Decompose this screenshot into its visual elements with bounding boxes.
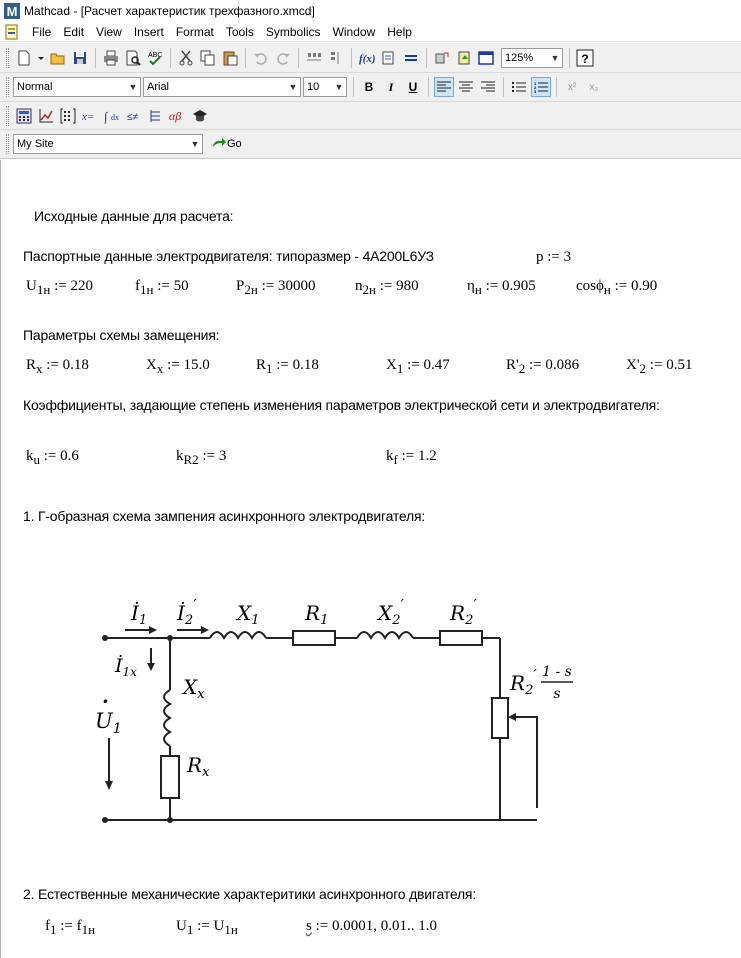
align-left-icon[interactable] xyxy=(434,77,454,97)
section2-heading: 2. Естественные механические характеритики асинхронного двигателя: xyxy=(23,886,477,902)
menu-insert[interactable]: Insert xyxy=(133,24,164,39)
toolbar-grip[interactable] xyxy=(6,77,9,97)
print-icon[interactable] xyxy=(101,48,121,68)
chevron-down-icon: ▼ xyxy=(550,52,560,63)
resources-icon[interactable] xyxy=(454,48,474,68)
site-select[interactable] xyxy=(13,134,203,154)
math-r1[interactable]: $R_1$ := 0.18 xyxy=(256,357,319,376)
terminal-top xyxy=(102,635,108,641)
redo-icon[interactable] xyxy=(273,48,293,68)
title-bar xyxy=(0,0,741,22)
svg-text:αβ: αβ xyxy=(169,108,182,123)
math-s-range[interactable]: s := 0.0001, 0.01.. 1.0 xyxy=(306,918,437,934)
menu-tools[interactable]: Tools xyxy=(225,24,254,39)
font-value: Arial xyxy=(147,81,170,93)
toolbar-separator xyxy=(503,77,504,97)
greek-palette-icon[interactable] xyxy=(168,106,188,126)
toolbar-separator xyxy=(569,48,570,68)
math-p2n[interactable]: $P_{2н}$ := 30000 xyxy=(236,278,316,297)
toolbar-grip[interactable] xyxy=(6,48,9,68)
menu-symbolics[interactable]: Symbolics xyxy=(265,24,321,39)
superscript-icon[interactable]: x² xyxy=(567,81,577,93)
toolbar-grip[interactable] xyxy=(6,106,9,126)
calculus-palette-icon[interactable] xyxy=(102,106,122,126)
section1-heading: 1. Г-образная схема зампения асинхронного электродвигателя: xyxy=(23,508,426,524)
svg-text:dx: dx xyxy=(111,112,119,122)
evaluation-palette-icon[interactable] xyxy=(80,106,100,126)
toolbar-separator xyxy=(245,48,246,68)
graph-palette-icon[interactable] xyxy=(36,106,56,126)
chevron-down-icon: ▼ xyxy=(128,82,138,92)
svg-text:ABC: ABC xyxy=(148,51,163,59)
numbered-list-icon[interactable] xyxy=(531,77,551,97)
svg-text:∫: ∫ xyxy=(104,108,108,124)
label-x1: $X_1$ xyxy=(237,601,260,628)
zoom-select[interactable] xyxy=(501,48,563,68)
help-icon[interactable] xyxy=(575,48,595,68)
resistor-r2 xyxy=(440,631,482,645)
matrix-palette-icon[interactable] xyxy=(58,106,78,126)
print-preview-icon[interactable] xyxy=(123,48,143,68)
equivalent-circuit-diagram xyxy=(95,590,575,830)
calculate-icon[interactable] xyxy=(401,48,421,68)
label-rx: $R_x$ xyxy=(187,753,210,780)
math-r2prime[interactable]: $R'_2$ := 0.086 xyxy=(506,357,580,376)
menu-help[interactable]: Help xyxy=(387,24,412,39)
chevron-down-icon: ▼ xyxy=(190,139,200,149)
terminal-bottom xyxy=(102,817,108,823)
italic-icon[interactable]: I xyxy=(388,79,394,94)
variable-resistor xyxy=(492,698,508,738)
svg-text:1: 1 xyxy=(534,81,537,86)
align-regions-icon[interactable] xyxy=(304,48,324,68)
insert-component-icon[interactable] xyxy=(432,48,452,68)
svg-text:f(x): f(x) xyxy=(359,52,376,65)
window-title: Mathcad - [Расчет характеристик трехфазного.xmcd] xyxy=(24,4,315,18)
toolbar-separator xyxy=(426,48,427,68)
coef-heading: Коэффициенты, задающие степень изменения параметров электрической сети и электродвигателя: xyxy=(23,397,660,413)
open-folder-icon[interactable] xyxy=(48,48,68,68)
cut-icon[interactable] xyxy=(176,48,196,68)
spell-check-icon[interactable] xyxy=(145,48,165,68)
undo-icon[interactable] xyxy=(251,48,271,68)
programming-palette-icon[interactable] xyxy=(146,106,166,126)
chevron-down-icon: ▼ xyxy=(288,82,298,92)
calculator-palette-icon[interactable] xyxy=(14,106,34,126)
align-down-icon[interactable] xyxy=(326,48,346,68)
passport-text: Паспортные данные электродвигателя: типоразмер - 4А200L6УЗ xyxy=(23,248,434,264)
math-toolbar xyxy=(0,102,741,130)
inductor-x2 xyxy=(357,632,413,638)
align-right-icon[interactable] xyxy=(478,77,498,97)
label-load-den: s xyxy=(553,686,561,702)
boolean-palette-icon[interactable] xyxy=(124,106,144,126)
math-etan[interactable]: $\eta_н$ := 0.905 xyxy=(467,278,536,297)
svg-text:M: M xyxy=(6,4,18,19)
math-ku[interactable]: $k_u$ := 0.6 xyxy=(26,448,79,467)
menu-window[interactable]: Window xyxy=(332,24,376,39)
math-x2prime[interactable]: $X'_2$ := 0.51 xyxy=(626,357,693,376)
math-kf[interactable]: $k_f$ := 1.2 xyxy=(386,448,437,467)
insert-unit-icon[interactable] xyxy=(379,48,399,68)
menu-view[interactable]: View xyxy=(96,24,122,39)
paste-icon[interactable] xyxy=(220,48,240,68)
menu-bar xyxy=(0,22,741,42)
menu-edit[interactable]: Edit xyxy=(63,24,85,39)
go-label: Go xyxy=(227,138,242,150)
math-cosphin[interactable]: cosϕ$_н$ := 0.90 xyxy=(576,278,658,297)
label-i1: $İ_1$ xyxy=(131,601,148,628)
chevron-down-icon: ▼ xyxy=(334,82,344,92)
window-icon[interactable] xyxy=(476,48,496,68)
svg-text:2: 2 xyxy=(534,85,537,90)
label-r2: $R_2'$ xyxy=(450,596,477,628)
zoom-value: 125% xyxy=(505,51,534,64)
site-value: My Site xyxy=(17,138,54,150)
math-xx[interactable]: $X_x$ := 15.0 xyxy=(146,357,210,376)
copy-icon[interactable] xyxy=(198,48,218,68)
new-dropdown-icon[interactable] xyxy=(36,48,46,68)
math-u1[interactable]: $U_1$ := $U_{1н}$ xyxy=(176,918,238,937)
svg-text:x=: x= xyxy=(82,110,95,123)
label-i1x: $İ_{1x}$ xyxy=(115,655,137,679)
inductor-x1 xyxy=(210,632,266,638)
insert-function-icon[interactable] xyxy=(357,48,377,68)
bold-icon[interactable]: B xyxy=(364,80,374,94)
label-r1: $R_1$ xyxy=(305,601,329,628)
params-heading: Параметры схемы замещения: xyxy=(23,327,220,343)
label-u1-dot: · xyxy=(102,689,109,713)
worksheet[interactable] xyxy=(0,160,741,958)
math-p[interactable]: p := 3 xyxy=(536,249,572,265)
font-size-select[interactable] xyxy=(303,77,347,97)
formatting-toolbar xyxy=(0,73,741,102)
menu-file[interactable]: File xyxy=(32,24,52,39)
resistor-r1 xyxy=(293,631,335,645)
menu-format[interactable]: Format xyxy=(175,24,214,39)
math-x1[interactable]: $X_1$ := 0.47 xyxy=(386,357,450,376)
math-f1[interactable]: $f_1$ := $f_{1н}$ xyxy=(45,918,96,937)
symbolic-palette-icon[interactable] xyxy=(190,106,210,126)
math-rx[interactable]: $R_x$ := 0.18 xyxy=(26,357,89,376)
subscript-icon[interactable]: x₂ xyxy=(589,81,599,93)
underline-icon[interactable]: U xyxy=(408,80,418,94)
font-select[interactable] xyxy=(143,77,301,97)
math-n2n[interactable]: $n_{2н}$ := 980 xyxy=(355,278,419,297)
document-icon[interactable] xyxy=(4,24,20,40)
label-i2: $İ_2'$ xyxy=(177,596,197,628)
label-x2: $X_2'$ xyxy=(378,596,404,628)
math-kr2[interactable]: $k_{R2}$ := 3 xyxy=(176,448,227,467)
label-xx: $X_x$ xyxy=(183,675,205,702)
new-file-icon[interactable] xyxy=(14,48,34,68)
toolbar-grip[interactable] xyxy=(6,134,9,154)
inductor-xx xyxy=(164,690,170,746)
svg-text:≤≠: ≤≠ xyxy=(127,111,138,123)
slider-arrow xyxy=(510,717,537,808)
toolbar-separator xyxy=(556,77,557,97)
label-r2-load: $R_2'$ xyxy=(510,666,537,698)
toolbar-separator xyxy=(428,77,429,97)
math-f1n[interactable]: $f_{1н}$ := 50 xyxy=(135,278,189,297)
style-value: Normal xyxy=(17,81,53,93)
save-icon[interactable] xyxy=(70,48,90,68)
bullet-list-icon[interactable] xyxy=(509,77,529,97)
mathcad-logo-icon xyxy=(4,3,20,19)
toolbar-separator xyxy=(95,48,96,68)
label-load-num: 1 - s xyxy=(542,664,572,680)
toolbar-separator xyxy=(298,48,299,68)
label-u1: $U_1$ xyxy=(95,709,122,737)
heading-input-data: Исходные данные для расчета: xyxy=(34,208,234,224)
toolbar-separator xyxy=(353,77,354,97)
svg-text:?: ? xyxy=(581,51,589,66)
math-u1n[interactable]: $U_{1н}$ := 220 xyxy=(26,278,93,297)
style-select[interactable] xyxy=(13,77,141,97)
resources-toolbar xyxy=(0,130,741,159)
toolbar-separator xyxy=(170,48,171,68)
go-arrow-icon xyxy=(211,137,227,151)
standard-toolbar xyxy=(0,43,741,73)
resistor-rx xyxy=(161,756,179,798)
go-button[interactable] xyxy=(211,137,242,151)
align-center-icon[interactable] xyxy=(456,77,476,97)
font-size-value: 10 xyxy=(307,81,320,93)
svg-text:3: 3 xyxy=(534,89,537,93)
toolbar-separator xyxy=(351,48,352,68)
